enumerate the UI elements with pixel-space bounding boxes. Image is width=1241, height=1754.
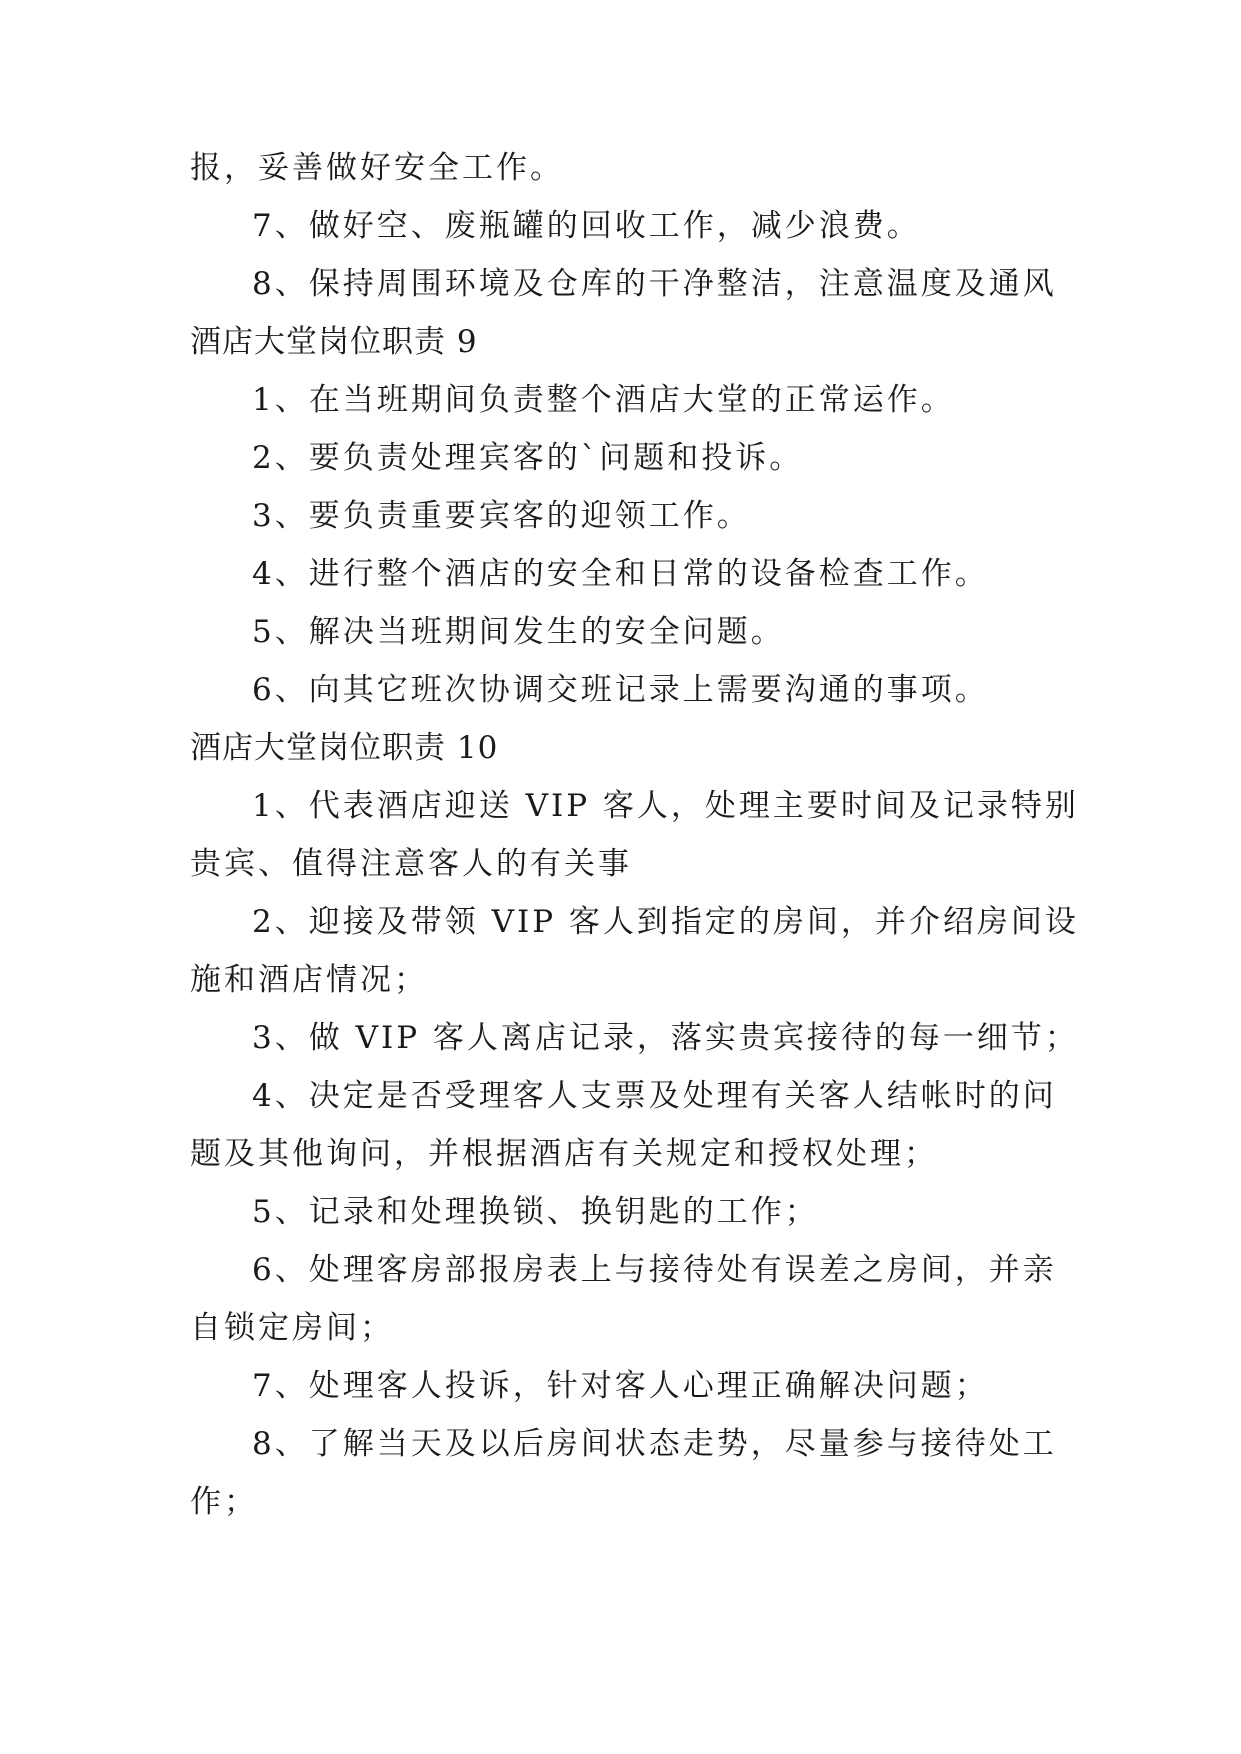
text-line-continuation: 施和酒店情况；	[190, 962, 428, 998]
text-line-continuation: 作；	[190, 1484, 258, 1520]
list-item: 7、做好空、废瓶罐的回收工作，减少浪费。	[252, 208, 921, 244]
text-line-continuation: 贵宾、值得注意客人的有关事	[190, 846, 632, 882]
list-item: 4、决定是否受理客人支票及处理有关客人结帐时的问	[252, 1078, 1057, 1114]
list-item: 2、迎接及带领 VIP 客人到指定的房间，并介绍房间设	[252, 904, 1079, 940]
list-item: 8、保持周围环境及仓库的干净整洁，注意温度及通风	[252, 266, 1057, 302]
list-item: 1、代表酒店迎送 VIP 客人，处理主要时间及记录特别	[252, 788, 1079, 824]
text-line-continuation: 报，妥善做好安全工作。	[190, 150, 564, 186]
list-item: 5、解决当班期间发生的安全问题。	[252, 614, 785, 650]
list-item: 5、记录和处理换锁、换钥匙的工作；	[252, 1194, 819, 1230]
list-item: 1、在当班期间负责整个酒店大堂的正常运作。	[252, 382, 955, 418]
list-item: 3、做 VIP 客人离店记录，落实贵宾接待的每一细节；	[252, 1020, 1079, 1056]
list-item: 4、进行整个酒店的安全和日常的设备检查工作。	[252, 556, 989, 592]
section-heading: 酒店大堂岗位职责 10	[190, 730, 499, 766]
text-line-continuation: 自锁定房间；	[190, 1310, 394, 1346]
list-item: 2、要负责处理宾客的`问题和投诉。	[252, 440, 804, 476]
list-item: 8、了解当天及以后房间状态走势，尽量参与接待处工	[252, 1426, 1057, 1462]
list-item: 6、处理客房部报房表上与接待处有误差之房间，并亲	[252, 1252, 1057, 1288]
list-item: 3、要负责重要宾客的迎领工作。	[252, 498, 751, 534]
section-heading: 酒店大堂岗位职责 9	[190, 324, 478, 360]
list-item: 7、处理客人投诉，针对客人心理正确解决问题；	[252, 1368, 989, 1404]
text-line-continuation: 题及其他询问，并根据酒店有关规定和授权处理；	[190, 1136, 938, 1172]
list-item: 6、向其它班次协调交班记录上需要沟通的事项。	[252, 672, 989, 708]
